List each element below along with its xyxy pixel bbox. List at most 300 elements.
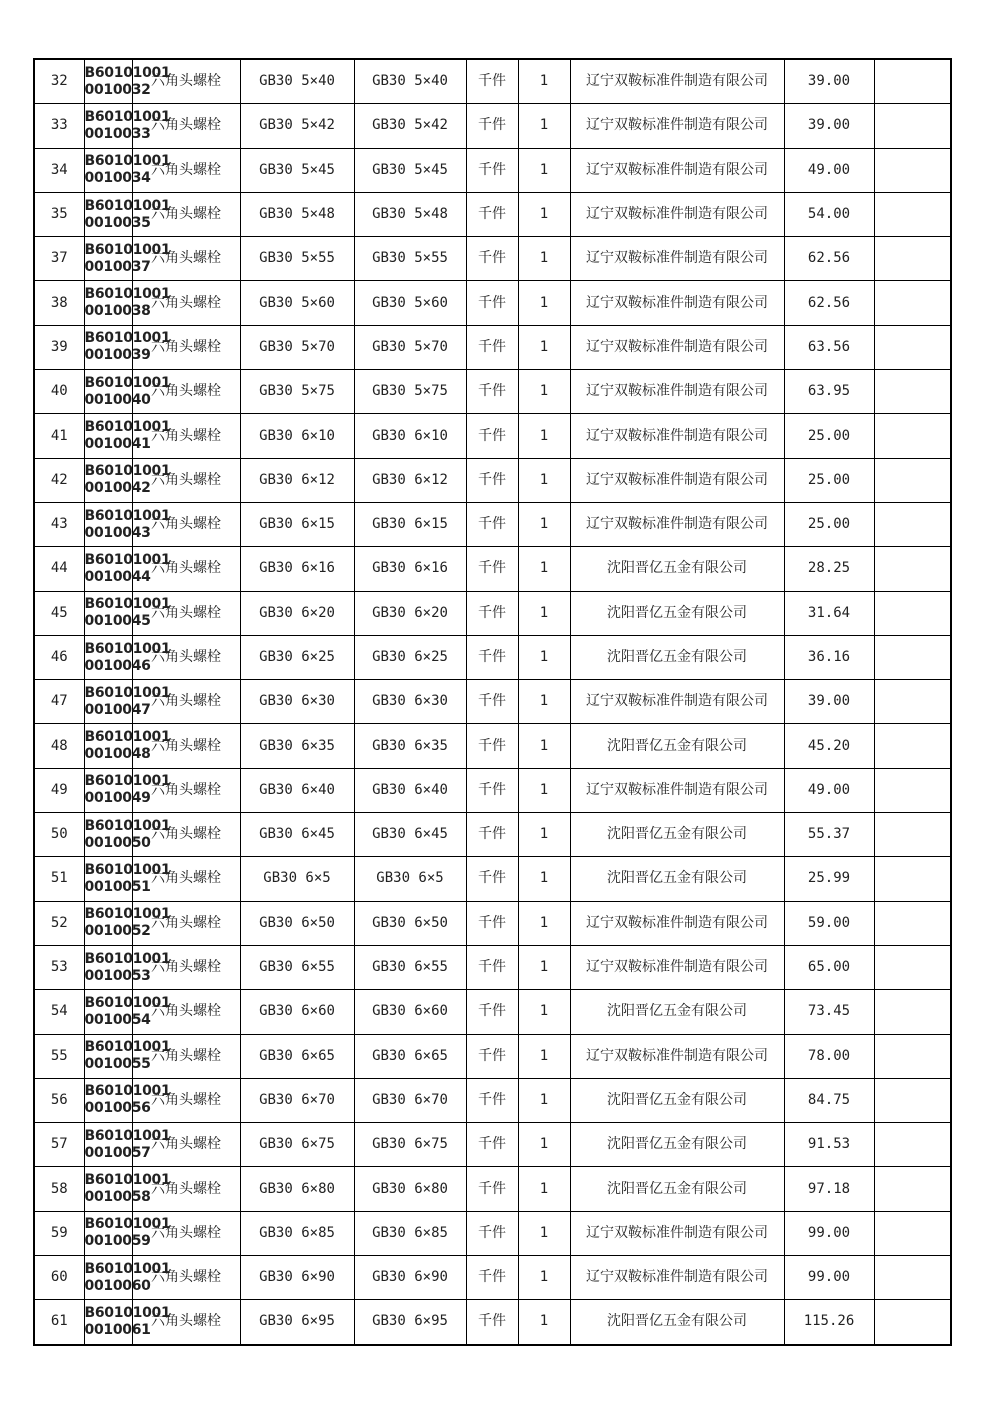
- model-cell: GB30 6×45: [354, 813, 466, 857]
- row-number-cell: 35: [34, 192, 84, 236]
- supplier-cell: 辽宁双鞍标准件制造有限公司: [570, 1256, 784, 1300]
- row-number-cell: 32: [34, 59, 84, 104]
- table-row: [34, 458, 951, 502]
- row-number-cell: 53: [34, 945, 84, 989]
- material-code-cell: B60101001 0010051: [84, 857, 132, 901]
- supplier-cell: 沈阳晋亿五金有限公司: [570, 1078, 784, 1122]
- supplier-cell: 沈阳晋亿五金有限公司: [570, 635, 784, 679]
- unit-price-cell: 115.26: [784, 1300, 874, 1345]
- unit-cell: 千件: [466, 370, 518, 414]
- supplier-cell: 辽宁双鞍标准件制造有限公司: [570, 502, 784, 546]
- supplier-cell: 辽宁双鞍标准件制造有限公司: [570, 148, 784, 192]
- remark-cell: [874, 458, 951, 502]
- quantity-cell: 1: [518, 635, 570, 679]
- item-name-cell: 六角头螺栓: [132, 281, 240, 325]
- unit-cell: 千件: [466, 1034, 518, 1078]
- material-code-cell: B60101001 0010054: [84, 990, 132, 1034]
- specification-cell: GB30 6×50: [240, 901, 354, 945]
- specification-cell: GB30 6×16: [240, 547, 354, 591]
- unit-price-cell: 39.00: [784, 59, 874, 104]
- remark-cell: [874, 104, 951, 148]
- specification-cell: GB30 6×35: [240, 724, 354, 768]
- row-number-cell: 45: [34, 591, 84, 635]
- table-row: [34, 1211, 951, 1255]
- unit-cell: 千件: [466, 458, 518, 502]
- row-number-cell: 58: [34, 1167, 84, 1211]
- table-row: [34, 59, 951, 104]
- supplier-cell: 辽宁双鞍标准件制造有限公司: [570, 414, 784, 458]
- quantity-cell: 1: [518, 1078, 570, 1122]
- table-row: [34, 1167, 951, 1211]
- table-row: [34, 724, 951, 768]
- unit-price-cell: 73.45: [784, 990, 874, 1034]
- remark-cell: [874, 370, 951, 414]
- material-code-cell: B60101001 0010039: [84, 325, 132, 369]
- material-code-cell: B60101001 0010038: [84, 281, 132, 325]
- remark-cell: [874, 502, 951, 546]
- item-name-cell: 六角头螺栓: [132, 813, 240, 857]
- supplier-cell: 沈阳晋亿五金有限公司: [570, 1167, 784, 1211]
- supplier-cell: 沈阳晋亿五金有限公司: [570, 857, 784, 901]
- quantity-cell: 1: [518, 901, 570, 945]
- row-number-cell: 44: [34, 547, 84, 591]
- remark-cell: [874, 59, 951, 104]
- remark-cell: [874, 325, 951, 369]
- material-code-cell: B60101001 0010044: [84, 547, 132, 591]
- remark-cell: [874, 813, 951, 857]
- specification-cell: GB30 6×25: [240, 635, 354, 679]
- remark-cell: [874, 1300, 951, 1345]
- item-name-cell: 六角头螺栓: [132, 635, 240, 679]
- table-row: [34, 1034, 951, 1078]
- model-cell: GB30 5×42: [354, 104, 466, 148]
- item-name-cell: 六角头螺栓: [132, 1300, 240, 1345]
- quantity-cell: 1: [518, 59, 570, 104]
- quantity-cell: 1: [518, 325, 570, 369]
- table-row: [34, 148, 951, 192]
- model-cell: GB30 6×10: [354, 414, 466, 458]
- table-row: [34, 547, 951, 591]
- material-code-cell: B60101001 0010037: [84, 237, 132, 281]
- material-code-cell: B60101001 0010032: [84, 59, 132, 104]
- unit-price-cell: 91.53: [784, 1123, 874, 1167]
- row-number-cell: 55: [34, 1034, 84, 1078]
- supplier-cell: 沈阳晋亿五金有限公司: [570, 547, 784, 591]
- supplier-cell: 辽宁双鞍标准件制造有限公司: [570, 370, 784, 414]
- unit-price-cell: 84.75: [784, 1078, 874, 1122]
- quantity-cell: 1: [518, 237, 570, 281]
- item-name-cell: 六角头螺栓: [132, 724, 240, 768]
- table-row: [34, 414, 951, 458]
- table-row: [34, 1123, 951, 1167]
- quantity-cell: 1: [518, 857, 570, 901]
- model-cell: GB30 5×60: [354, 281, 466, 325]
- remark-cell: [874, 768, 951, 812]
- remark-cell: [874, 901, 951, 945]
- material-code-cell: B60101001 0010050: [84, 813, 132, 857]
- specification-cell: GB30 6×60: [240, 990, 354, 1034]
- unit-price-cell: 63.56: [784, 325, 874, 369]
- material-code-cell: B60101001 0010035: [84, 192, 132, 236]
- remark-cell: [874, 547, 951, 591]
- specification-cell: GB30 6×75: [240, 1123, 354, 1167]
- item-name-cell: 六角头螺栓: [132, 192, 240, 236]
- model-cell: GB30 6×85: [354, 1211, 466, 1255]
- row-number-cell: 39: [34, 325, 84, 369]
- unit-price-cell: 49.00: [784, 768, 874, 812]
- item-name-cell: 六角头螺栓: [132, 1078, 240, 1122]
- specification-cell: GB30 6×30: [240, 680, 354, 724]
- model-cell: GB30 5×45: [354, 148, 466, 192]
- material-code-cell: B60101001 0010059: [84, 1211, 132, 1255]
- remark-cell: [874, 1256, 951, 1300]
- quantity-cell: 1: [518, 458, 570, 502]
- specification-cell: GB30 6×10: [240, 414, 354, 458]
- unit-price-cell: 25.00: [784, 414, 874, 458]
- unit-price-cell: 99.00: [784, 1211, 874, 1255]
- material-code-cell: B60101001 0010033: [84, 104, 132, 148]
- remark-cell: [874, 237, 951, 281]
- model-cell: GB30 5×70: [354, 325, 466, 369]
- remark-cell: [874, 281, 951, 325]
- remark-cell: [874, 945, 951, 989]
- item-name-cell: 六角头螺栓: [132, 901, 240, 945]
- quantity-cell: 1: [518, 1034, 570, 1078]
- table-row: [34, 945, 951, 989]
- row-number-cell: 60: [34, 1256, 84, 1300]
- specification-cell: GB30 5×48: [240, 192, 354, 236]
- remark-cell: [874, 990, 951, 1034]
- quantity-cell: 1: [518, 680, 570, 724]
- specification-cell: GB30 6×40: [240, 768, 354, 812]
- material-code-cell: B60101001 0010057: [84, 1123, 132, 1167]
- model-cell: GB30 6×30: [354, 680, 466, 724]
- unit-price-cell: 55.37: [784, 813, 874, 857]
- unit-cell: 千件: [466, 1167, 518, 1211]
- row-number-cell: 48: [34, 724, 84, 768]
- row-number-cell: 41: [34, 414, 84, 458]
- row-number-cell: 61: [34, 1300, 84, 1345]
- unit-price-cell: 59.00: [784, 901, 874, 945]
- item-name-cell: 六角头螺栓: [132, 857, 240, 901]
- unit-price-cell: 65.00: [784, 945, 874, 989]
- model-cell: GB30 6×12: [354, 458, 466, 502]
- row-number-cell: 42: [34, 458, 84, 502]
- unit-cell: 千件: [466, 1256, 518, 1300]
- material-code-cell: B60101001 0010056: [84, 1078, 132, 1122]
- specification-cell: GB30 6×85: [240, 1211, 354, 1255]
- supplier-cell: 辽宁双鞍标准件制造有限公司: [570, 901, 784, 945]
- item-name-cell: 六角头螺栓: [132, 768, 240, 812]
- quantity-cell: 1: [518, 768, 570, 812]
- model-cell: GB30 6×40: [354, 768, 466, 812]
- item-name-cell: 六角头螺栓: [132, 990, 240, 1034]
- table-row: [34, 813, 951, 857]
- table-row: [34, 635, 951, 679]
- remark-cell: [874, 148, 951, 192]
- model-cell: GB30 6×90: [354, 1256, 466, 1300]
- row-number-cell: 38: [34, 281, 84, 325]
- material-code-cell: B60101001 0010046: [84, 635, 132, 679]
- material-code-cell: B60101001 0010061: [84, 1300, 132, 1345]
- remark-cell: [874, 192, 951, 236]
- item-name-cell: 六角头螺栓: [132, 1034, 240, 1078]
- unit-cell: 千件: [466, 148, 518, 192]
- unit-cell: 千件: [466, 857, 518, 901]
- unit-cell: 千件: [466, 901, 518, 945]
- supplier-cell: 辽宁双鞍标准件制造有限公司: [570, 59, 784, 104]
- table-body: [34, 59, 951, 1345]
- item-name-cell: 六角头螺栓: [132, 59, 240, 104]
- unit-price-cell: 39.00: [784, 680, 874, 724]
- table-row: [34, 768, 951, 812]
- model-cell: GB30 6×25: [354, 635, 466, 679]
- supplier-cell: 沈阳晋亿五金有限公司: [570, 591, 784, 635]
- unit-cell: 千件: [466, 945, 518, 989]
- unit-price-cell: 62.56: [784, 237, 874, 281]
- specification-cell: GB30 6×55: [240, 945, 354, 989]
- table-row: [34, 901, 951, 945]
- table-row: [34, 192, 951, 236]
- quantity-cell: 1: [518, 813, 570, 857]
- material-code-cell: B60101001 0010053: [84, 945, 132, 989]
- unit-cell: 千件: [466, 680, 518, 724]
- unit-cell: 千件: [466, 768, 518, 812]
- item-name-cell: 六角头螺栓: [132, 1167, 240, 1211]
- model-cell: GB30 6×5: [354, 857, 466, 901]
- specification-cell: GB30 5×55: [240, 237, 354, 281]
- unit-cell: 千件: [466, 547, 518, 591]
- unit-price-cell: 45.20: [784, 724, 874, 768]
- table-row: [34, 237, 951, 281]
- model-cell: GB30 6×60: [354, 990, 466, 1034]
- unit-cell: 千件: [466, 813, 518, 857]
- item-name-cell: 六角头螺栓: [132, 680, 240, 724]
- unit-price-cell: 25.00: [784, 458, 874, 502]
- supplier-cell: 辽宁双鞍标准件制造有限公司: [570, 325, 784, 369]
- model-cell: GB30 6×50: [354, 901, 466, 945]
- model-cell: GB30 6×35: [354, 724, 466, 768]
- specification-cell: GB30 5×60: [240, 281, 354, 325]
- remark-cell: [874, 680, 951, 724]
- specification-cell: GB30 5×40: [240, 59, 354, 104]
- unit-price-cell: 62.56: [784, 281, 874, 325]
- quantity-cell: 1: [518, 1123, 570, 1167]
- specification-cell: GB30 5×75: [240, 370, 354, 414]
- unit-price-cell: 36.16: [784, 635, 874, 679]
- supplier-cell: 辽宁双鞍标准件制造有限公司: [570, 104, 784, 148]
- material-code-cell: B60101001 0010055: [84, 1034, 132, 1078]
- table-row: [34, 1300, 951, 1345]
- unit-cell: 千件: [466, 990, 518, 1034]
- unit-cell: 千件: [466, 104, 518, 148]
- unit-cell: 千件: [466, 1211, 518, 1255]
- unit-cell: 千件: [466, 414, 518, 458]
- quantity-cell: 1: [518, 1300, 570, 1345]
- unit-cell: 千件: [466, 1123, 518, 1167]
- item-name-cell: 六角头螺栓: [132, 104, 240, 148]
- unit-price-cell: 78.00: [784, 1034, 874, 1078]
- table-row: [34, 1256, 951, 1300]
- material-code-cell: B60101001 0010042: [84, 458, 132, 502]
- unit-cell: 千件: [466, 724, 518, 768]
- quantity-cell: 1: [518, 192, 570, 236]
- specification-cell: GB30 6×5: [240, 857, 354, 901]
- specification-cell: GB30 5×70: [240, 325, 354, 369]
- model-cell: GB30 5×55: [354, 237, 466, 281]
- unit-price-cell: 25.99: [784, 857, 874, 901]
- remark-cell: [874, 1078, 951, 1122]
- row-number-cell: 52: [34, 901, 84, 945]
- item-name-cell: 六角头螺栓: [132, 591, 240, 635]
- model-cell: GB30 6×95: [354, 1300, 466, 1345]
- item-name-cell: 六角头螺栓: [132, 458, 240, 502]
- quantity-cell: 1: [518, 370, 570, 414]
- unit-cell: 千件: [466, 281, 518, 325]
- unit-cell: 千件: [466, 502, 518, 546]
- material-code-cell: B60101001 0010045: [84, 591, 132, 635]
- quantity-cell: 1: [518, 1211, 570, 1255]
- model-cell: GB30 5×48: [354, 192, 466, 236]
- table-row: [34, 680, 951, 724]
- row-number-cell: 50: [34, 813, 84, 857]
- quantity-cell: 1: [518, 1167, 570, 1211]
- supplier-cell: 辽宁双鞍标准件制造有限公司: [570, 1034, 784, 1078]
- remark-cell: [874, 591, 951, 635]
- row-number-cell: 46: [34, 635, 84, 679]
- unit-price-cell: 97.18: [784, 1167, 874, 1211]
- material-code-cell: B60101001 0010058: [84, 1167, 132, 1211]
- remark-cell: [874, 1211, 951, 1255]
- item-name-cell: 六角头螺栓: [132, 370, 240, 414]
- table-row: [34, 502, 951, 546]
- supplier-cell: 沈阳晋亿五金有限公司: [570, 1123, 784, 1167]
- supplier-cell: 沈阳晋亿五金有限公司: [570, 1300, 784, 1345]
- row-number-cell: 59: [34, 1211, 84, 1255]
- model-cell: GB30 6×16: [354, 547, 466, 591]
- item-name-cell: 六角头螺栓: [132, 1123, 240, 1167]
- remark-cell: [874, 1167, 951, 1211]
- item-name-cell: 六角头螺栓: [132, 325, 240, 369]
- quantity-cell: 1: [518, 281, 570, 325]
- specification-cell: GB30 6×12: [240, 458, 354, 502]
- table-row: [34, 325, 951, 369]
- row-number-cell: 40: [34, 370, 84, 414]
- supplier-cell: 辽宁双鞍标准件制造有限公司: [570, 768, 784, 812]
- table-row: [34, 104, 951, 148]
- remark-cell: [874, 724, 951, 768]
- unit-cell: 千件: [466, 59, 518, 104]
- item-name-cell: 六角头螺栓: [132, 148, 240, 192]
- table-row: [34, 1078, 951, 1122]
- quantity-cell: 1: [518, 148, 570, 192]
- table-row: [34, 990, 951, 1034]
- supplier-cell: 沈阳晋亿五金有限公司: [570, 724, 784, 768]
- quantity-cell: 1: [518, 104, 570, 148]
- model-cell: GB30 5×75: [354, 370, 466, 414]
- item-name-cell: 六角头螺栓: [132, 502, 240, 546]
- material-code-cell: B60101001 0010048: [84, 724, 132, 768]
- quantity-cell: 1: [518, 502, 570, 546]
- specification-cell: GB30 6×70: [240, 1078, 354, 1122]
- material-code-cell: B60101001 0010047: [84, 680, 132, 724]
- quantity-cell: 1: [518, 945, 570, 989]
- item-name-cell: 六角头螺栓: [132, 547, 240, 591]
- material-code-cell: B60101001 0010060: [84, 1256, 132, 1300]
- quantity-cell: 1: [518, 724, 570, 768]
- specification-cell: GB30 6×90: [240, 1256, 354, 1300]
- specification-cell: GB30 6×15: [240, 502, 354, 546]
- quantity-cell: 1: [518, 990, 570, 1034]
- row-number-cell: 49: [34, 768, 84, 812]
- remark-cell: [874, 635, 951, 679]
- table-row: [34, 591, 951, 635]
- unit-cell: 千件: [466, 591, 518, 635]
- quantity-cell: 1: [518, 414, 570, 458]
- material-code-cell: B60101001 0010052: [84, 901, 132, 945]
- unit-price-cell: 28.25: [784, 547, 874, 591]
- material-code-cell: B60101001 0010040: [84, 370, 132, 414]
- material-code-cell: B60101001 0010034: [84, 148, 132, 192]
- table-row: [34, 281, 951, 325]
- row-number-cell: 54: [34, 990, 84, 1034]
- quantity-cell: 1: [518, 1256, 570, 1300]
- supplier-cell: 辽宁双鞍标准件制造有限公司: [570, 458, 784, 502]
- unit-cell: 千件: [466, 325, 518, 369]
- supplier-cell: 沈阳晋亿五金有限公司: [570, 990, 784, 1034]
- item-name-cell: 六角头螺栓: [132, 414, 240, 458]
- row-number-cell: 56: [34, 1078, 84, 1122]
- specification-cell: GB30 5×45: [240, 148, 354, 192]
- specification-cell: GB30 5×42: [240, 104, 354, 148]
- material-code-cell: B60101001 0010041: [84, 414, 132, 458]
- remark-cell: [874, 1034, 951, 1078]
- unit-cell: 千件: [466, 237, 518, 281]
- material-code-cell: B60101001 0010043: [84, 502, 132, 546]
- supplier-cell: 辽宁双鞍标准件制造有限公司: [570, 281, 784, 325]
- item-name-cell: 六角头螺栓: [132, 945, 240, 989]
- unit-price-cell: 49.00: [784, 148, 874, 192]
- row-number-cell: 47: [34, 680, 84, 724]
- price-table: [33, 58, 952, 1346]
- unit-price-cell: 39.00: [784, 104, 874, 148]
- supplier-cell: 辽宁双鞍标准件制造有限公司: [570, 945, 784, 989]
- item-name-cell: 六角头螺栓: [132, 237, 240, 281]
- unit-cell: 千件: [466, 635, 518, 679]
- quantity-cell: 1: [518, 547, 570, 591]
- remark-cell: [874, 414, 951, 458]
- specification-cell: GB30 6×45: [240, 813, 354, 857]
- row-number-cell: 43: [34, 502, 84, 546]
- model-cell: GB30 6×20: [354, 591, 466, 635]
- specification-cell: GB30 6×80: [240, 1167, 354, 1211]
- row-number-cell: 33: [34, 104, 84, 148]
- model-cell: GB30 6×65: [354, 1034, 466, 1078]
- model-cell: GB30 6×15: [354, 502, 466, 546]
- unit-price-cell: 63.95: [784, 370, 874, 414]
- model-cell: GB30 6×75: [354, 1123, 466, 1167]
- unit-cell: 千件: [466, 1078, 518, 1122]
- item-name-cell: 六角头螺栓: [132, 1256, 240, 1300]
- material-code-cell: B60101001 0010049: [84, 768, 132, 812]
- row-number-cell: 37: [34, 237, 84, 281]
- table-row: [34, 370, 951, 414]
- row-number-cell: 34: [34, 148, 84, 192]
- specification-cell: GB30 6×20: [240, 591, 354, 635]
- unit-price-cell: 54.00: [784, 192, 874, 236]
- unit-price-cell: 25.00: [784, 502, 874, 546]
- specification-cell: GB30 6×95: [240, 1300, 354, 1345]
